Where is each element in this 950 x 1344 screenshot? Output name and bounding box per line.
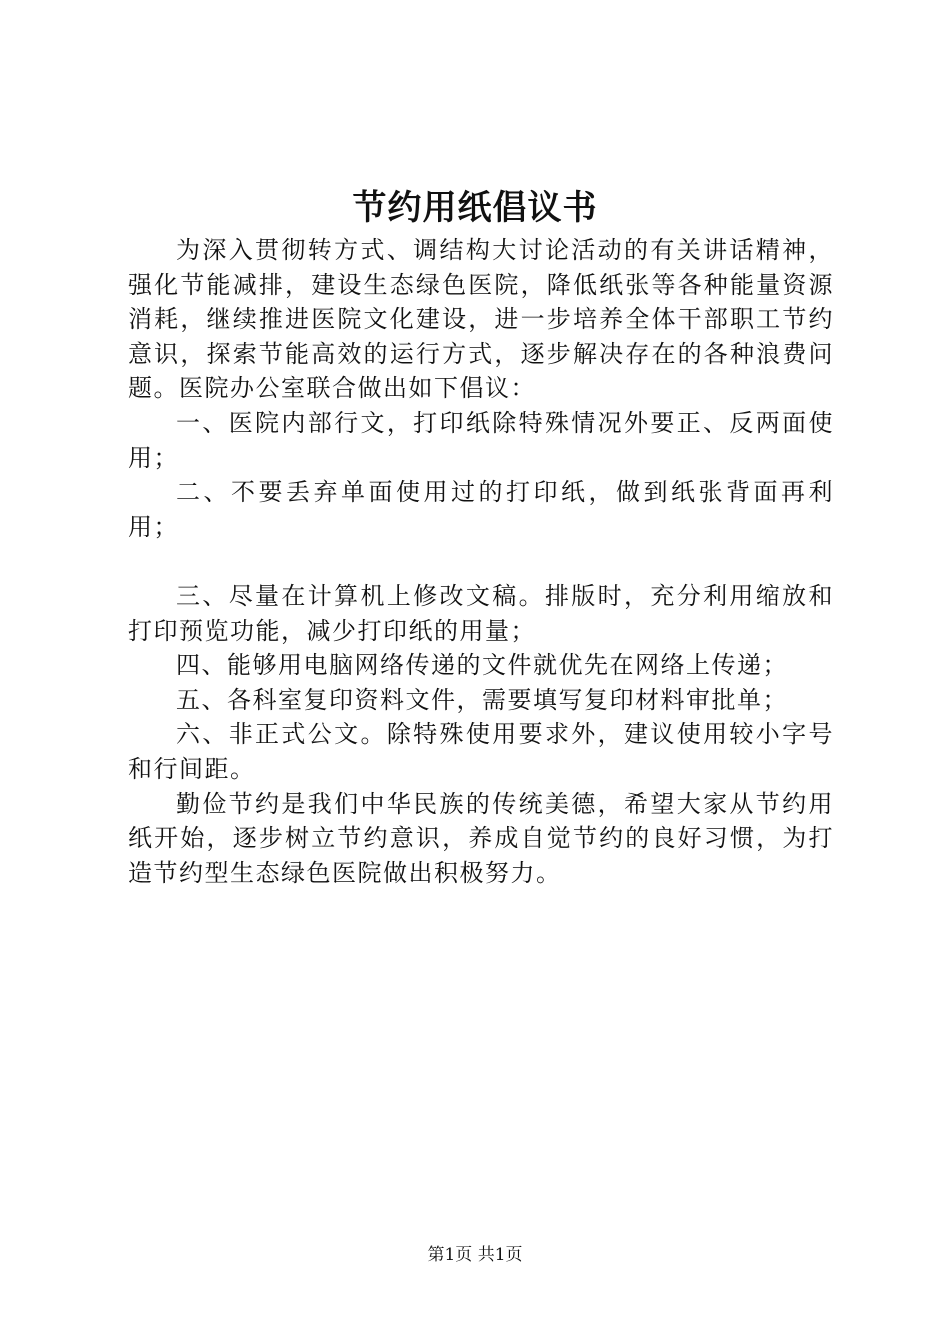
document-body	[128, 233, 834, 890]
proposal-item-4: 四、能够用电脑网络传递的文件就优先在网络上传递；	[176, 651, 788, 680]
proposal-item-6: 六、非正式公文。除特殊使用要求外，建议使用较小字号和行间距。	[128, 720, 834, 783]
closing-paragraph: 勤俭节约是我们中华民族的传统美德，希望大家从节约用纸开始，逐步树立节约意识，养成自觉节约的良好习惯，为打造节约型生态绿色医院做出积极努力。	[128, 789, 834, 887]
proposal-item-2: 二、不要丢弃单面使用过的打印纸，做到纸张背面再利用；	[128, 478, 834, 541]
document-title: 节约用纸倡议书	[352, 188, 598, 228]
proposal-item-5: 五、各科室复印资料文件，需要填写复印材料审批单；	[176, 685, 788, 714]
proposal-item-1: 一、医院内部行文，打印纸除特殊情况外要正、反两面使用；	[128, 408, 834, 472]
intro-paragraph: 为深入贯彻转方式、调结构大讨论活动的有关讲话精神，强化节能减排，建设生态绿色医院，降低纸张等各种能量资源消耗，继续推进医院文化建设，进一步培养全体干部职工节约意识，探索节能高效的运行方式，逐步解决存在的各种浪费问题。医院办公室联合做出如下倡议：	[128, 236, 834, 403]
page-number-footer: 第1页 共1页	[427, 1245, 523, 1265]
proposal-item-3: 三、尽量在计算机上修改文稿。排版时，充分利用缩放和打印预览功能，减少打印纸的用量；	[128, 581, 834, 645]
